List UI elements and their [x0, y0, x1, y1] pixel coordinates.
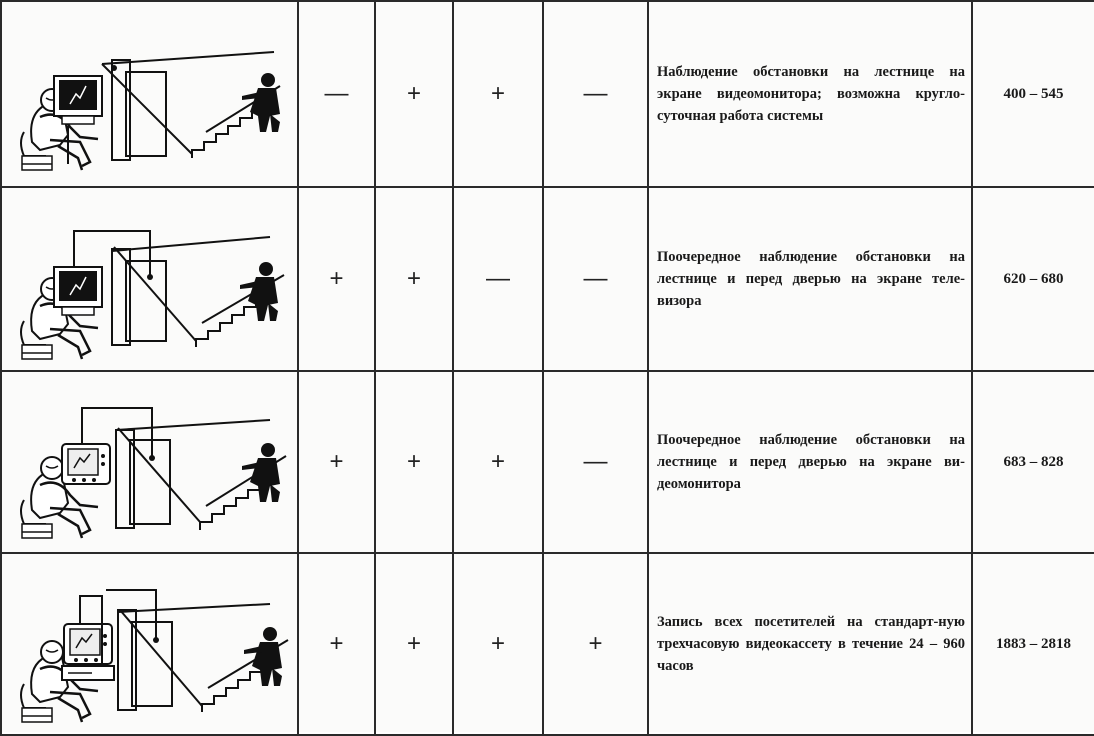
- surveillance-scene-illustration: [2, 554, 299, 734]
- mark-cell: +: [375, 1, 453, 187]
- surveillance-scene-illustration: [2, 4, 299, 184]
- illustration-cell: [1, 371, 298, 553]
- mark-cell: +: [543, 553, 648, 735]
- illustration-cell: [1, 1, 298, 187]
- mark-cell: +: [298, 187, 375, 371]
- description-cell: Поочередное наблюдение обстановки на лестнице и перед дверью на экране теле-визора: [648, 187, 972, 371]
- mark-cell: +: [375, 371, 453, 553]
- mark-cell: —: [543, 1, 648, 187]
- surveillance-scene-illustration: [2, 372, 299, 552]
- price-cell: 400 – 545: [972, 1, 1094, 187]
- illustration-cell: [1, 187, 298, 371]
- mark-cell: +: [453, 371, 543, 553]
- price-cell: 1883 – 2818: [972, 553, 1094, 735]
- description-cell: Запись всех посетителей на стандарт-ную трехчасовую видеокассету в течение 24 – 960 часов: [648, 553, 972, 735]
- mark-cell: +: [298, 371, 375, 553]
- price-cell: 683 – 828: [972, 371, 1094, 553]
- mark-cell: +: [453, 553, 543, 735]
- mark-cell: +: [453, 1, 543, 187]
- price-cell: 620 – 680: [972, 187, 1094, 371]
- description-cell: Наблюдение обстановки на лестнице на экране видеомонитора; возможна кругло-суточная работа системы: [648, 1, 972, 187]
- table-row: [1, 371, 1094, 553]
- mark-cell: —: [298, 1, 375, 187]
- mark-cell: +: [375, 553, 453, 735]
- table-row: [1, 553, 1094, 735]
- mark-cell: —: [543, 187, 648, 371]
- mark-cell: +: [375, 187, 453, 371]
- mark-cell: +: [298, 553, 375, 735]
- table-row: [1, 187, 1094, 371]
- table-row: [1, 1, 1094, 187]
- illustration-cell: [1, 553, 298, 735]
- description-cell: Поочередное наблюдение обстановки на лестнице и перед дверью на экране ви-деомонитора: [648, 371, 972, 553]
- mark-cell: —: [453, 187, 543, 371]
- mark-cell: —: [543, 371, 648, 553]
- surveillance-scene-illustration: [2, 189, 299, 369]
